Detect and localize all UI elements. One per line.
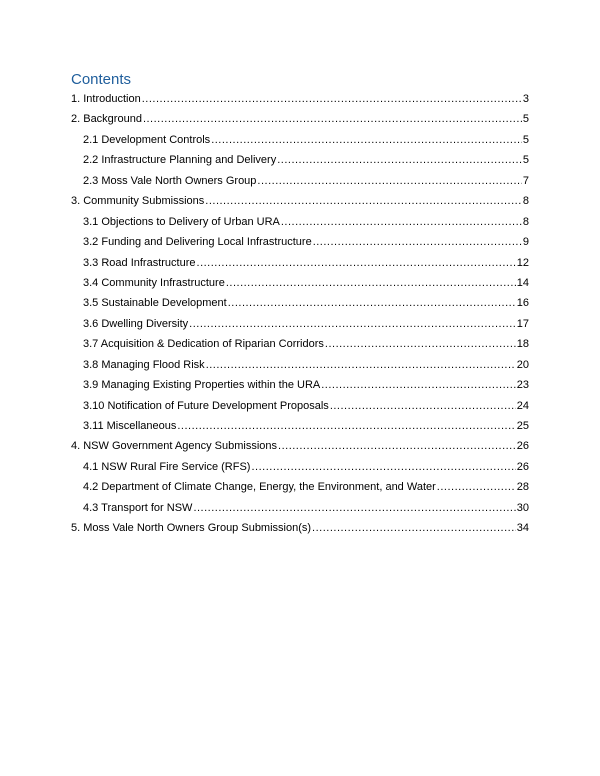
toc-entry-page-number: 5 (522, 154, 529, 167)
toc-entry-page-number: 26 (516, 440, 529, 453)
toc-entry[interactable] (71, 253, 529, 273)
toc-entry[interactable] (71, 293, 529, 313)
toc-entry[interactable] (71, 109, 529, 129)
toc-entry-title: 3.4 Community Infrastructure (83, 276, 225, 289)
toc-entry[interactable] (71, 130, 529, 150)
toc-entry-page-number: 24 (516, 399, 529, 412)
toc-entry[interactable] (71, 355, 529, 375)
toc-dot-leader (143, 109, 522, 129)
toc-entry-title: 3.8 Managing Flood Risk (83, 358, 205, 371)
toc-entry[interactable] (71, 498, 529, 518)
toc-entry-title: 3.3 Road Infrastructure (83, 256, 196, 269)
toc-entry-page-number: 16 (516, 297, 529, 310)
toc-entry-title: 3.6 Dwelling Diversity (83, 317, 189, 330)
toc-dot-leader (251, 457, 515, 477)
toc-dot-leader (437, 477, 516, 497)
toc-entry-title: 1. Introduction (71, 93, 141, 105)
toc-dot-leader (226, 273, 516, 293)
toc-dot-leader (278, 436, 516, 456)
toc-entry[interactable] (71, 416, 529, 436)
toc-entry-title: 3.2 Funding and Delivering Local Infrastructure (83, 236, 312, 249)
toc-entry[interactable] (71, 273, 529, 293)
toc-entry-page-number: 20 (516, 358, 529, 371)
toc-entry[interactable] (71, 518, 529, 538)
toc-entry-title: 3.5 Sustainable Development (83, 297, 227, 310)
toc-entry-page-number: 8 (522, 215, 529, 228)
toc-entry[interactable] (71, 314, 529, 334)
toc-entry-title: 3.10 Notification of Future Development Proposals (83, 399, 329, 412)
toc-dot-leader (206, 355, 516, 375)
toc-entry[interactable] (71, 191, 529, 211)
toc-dot-leader (257, 171, 521, 191)
toc-entry[interactable] (71, 171, 529, 191)
toc-entry-title: 4. NSW Government Agency Submissions (71, 440, 278, 453)
toc-entry-page-number: 5 (522, 133, 529, 146)
toc-entry-page-number: 23 (516, 379, 529, 392)
toc-entry-page-number: 14 (516, 276, 529, 289)
toc-entry-page-number: 17 (516, 317, 529, 330)
toc-entry-title: 3. Community Submissions (71, 195, 205, 208)
toc-dot-leader (193, 498, 515, 518)
toc-entry-page-number: 9 (522, 236, 529, 249)
toc-entry-page-number: 30 (516, 501, 529, 514)
toc-dot-leader (321, 375, 516, 395)
toc-dot-leader (177, 416, 515, 436)
toc-dot-leader (142, 89, 522, 109)
toc-entry[interactable] (71, 396, 529, 416)
toc-entry-title: 4.2 Department of Climate Change, Energy, the Environment, and Water (83, 481, 436, 494)
toc-entry-title: 3.11 Miscellaneous (83, 420, 177, 432)
toc-entry-title: 3.1 Objections to Delivery of Urban URA (83, 215, 280, 228)
toc-dot-leader (211, 130, 522, 150)
toc-dot-leader (313, 232, 522, 252)
toc-entry[interactable] (71, 232, 529, 252)
toc-dot-leader (228, 293, 516, 313)
toc-entry-page-number: 12 (516, 256, 529, 269)
toc-entry[interactable] (71, 212, 529, 232)
toc-entry-title: 4.1 NSW Rural Fire Service (RFS) (83, 460, 251, 473)
toc-dot-leader (330, 396, 516, 416)
toc-dot-leader (197, 253, 516, 273)
toc-entry-page-number: 7 (522, 174, 529, 187)
toc-entry[interactable] (71, 436, 529, 456)
toc-entry-page-number: 28 (516, 481, 529, 494)
toc-entry[interactable] (71, 89, 529, 109)
toc-dot-leader (277, 150, 522, 170)
toc-entry-title: 2. Background (71, 113, 142, 126)
toc-entry[interactable] (71, 334, 529, 354)
toc-entry-title: 2.1 Development Controls (83, 133, 211, 146)
toc-entry-page-number: 34 (516, 522, 529, 535)
toc-entry-page-number: 26 (516, 460, 529, 473)
toc-entry[interactable] (71, 457, 529, 477)
toc-entry-title: 2.3 Moss Vale North Owners Group (83, 174, 257, 187)
toc-entry-page-number: 5 (522, 113, 529, 126)
contents-heading: Contents (71, 71, 132, 88)
toc-entry[interactable] (71, 477, 529, 497)
table-of-contents (71, 89, 529, 539)
toc-dot-leader (205, 191, 522, 211)
toc-entry-title: 2.2 Infrastructure Planning and Delivery (83, 154, 277, 167)
toc-dot-leader (189, 314, 516, 334)
toc-entry-page-number: 18 (516, 338, 529, 351)
toc-dot-leader (281, 212, 522, 232)
toc-entry-page-number: 3 (522, 93, 529, 105)
toc-entry[interactable] (71, 150, 529, 170)
toc-dot-leader (312, 518, 516, 538)
toc-dot-leader (325, 334, 516, 354)
toc-entry[interactable] (71, 375, 529, 395)
toc-entry-title: 4.3 Transport for NSW (83, 501, 193, 514)
toc-entry-title: 3.9 Managing Existing Properties within the URA (83, 379, 321, 392)
toc-entry-title: 3.7 Acquisition & Dedication of Riparian Corridors (83, 338, 324, 351)
toc-entry-page-number: 8 (522, 195, 529, 208)
toc-entry-title: 5. Moss Vale North Owners Group Submission(s) (71, 522, 312, 535)
toc-entry-page-number: 25 (516, 420, 529, 432)
